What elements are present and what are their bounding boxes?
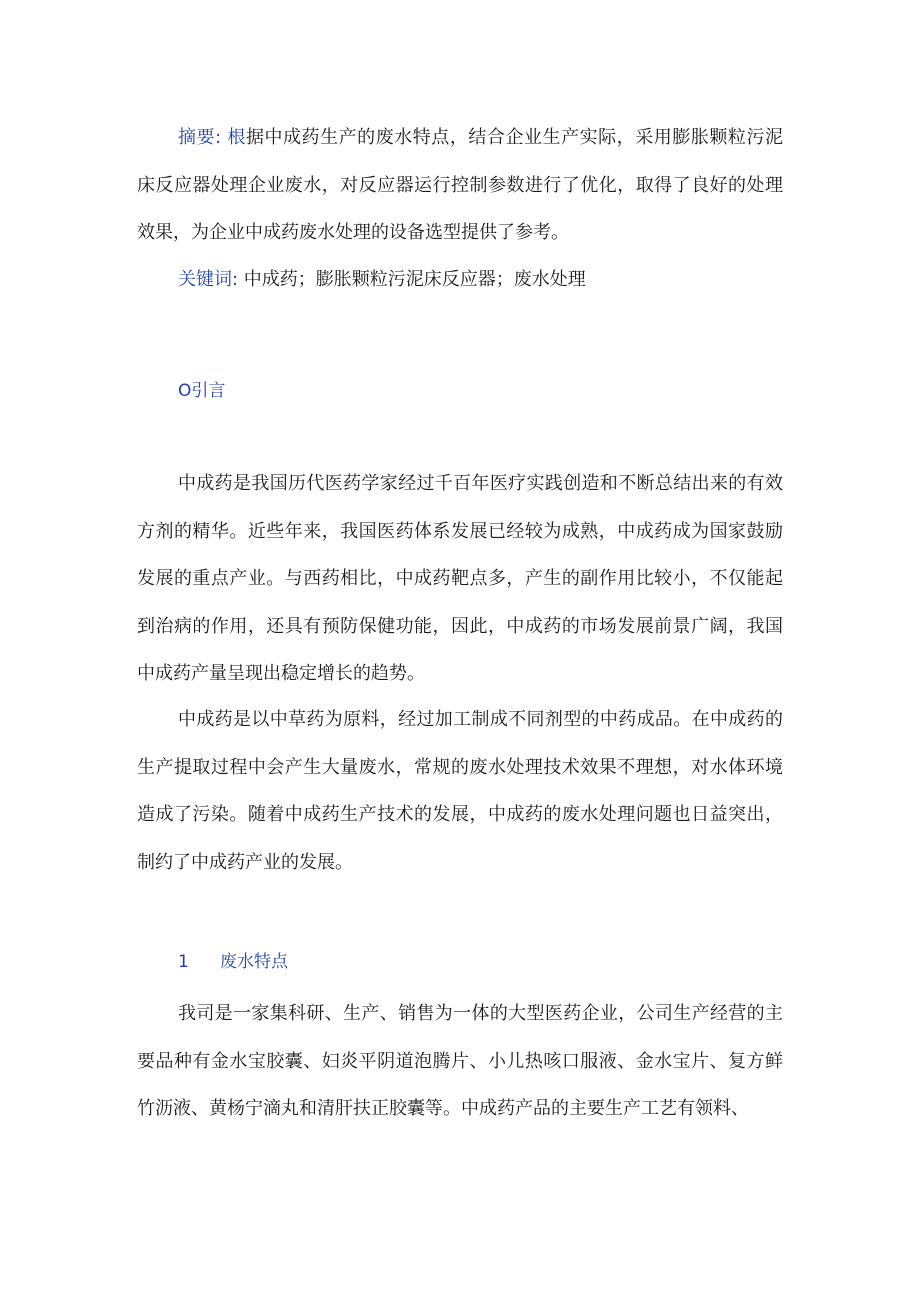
keywords-paragraph [137, 256, 783, 304]
section-1-title: 废水特点 [220, 952, 288, 972]
intro-paragraph-1: 中成药是我国历代医药学家经过千百年医疗实践创造和不断总结出来的有效方剂的精华。近些年来，我国医药体系发展已经较为成熟，中成药成为国家鼓励发展的重点产业。与西药相比，中成药靶点多，产生的副作用比较小，不仅能起到治病的作用，还具有预防保健功能，因此，中成药的市场发展前景广阔，我国中成药产量呈现出稳定增长的趋势。 [137, 473, 783, 684]
section-1-number: 1 [178, 952, 189, 972]
abstract-paragraph [137, 114, 783, 257]
abstract-label: 摘要: 根 [178, 127, 246, 148]
abstract-text: 据中成药生产的废水特点，结合企业生产实际，采用膨胀颗粒污泥床反应器处理企业废水，对反应器运行控制参数进行了优化，取得了良好的处理效果，为企业中成药废水处理的设备选型提供了参考。 [137, 127, 783, 243]
section-1-paragraph-1: 我司是一家集科研、生产、销售为一体的大型医药企业，公司生产经营的主要品种有金水宝胶囊、妇炎平阴道泡腾片、小儿热咳口服液、金水宝片、复方鲜竹沥液、黄杨宁滴丸和清肝扶正胶囊等。中成药产品的主要生产工艺有领料、 [137, 1003, 783, 1119]
keywords-label: 关键词: [178, 269, 244, 290]
section-1-heading [178, 947, 288, 972]
keywords-text: 中成药；膨胀颗粒污泥床反应器；废水处理 [243, 269, 586, 290]
intro-paragraph-2: 中成药是以中草药为原料，经过加工制成不同剂型的中药成品。在中成药的生产提取过程中会产生大量废水，常规的废水处理技术效果不理想，对水体环境造成了污染。随着中成药生产技术的发展，中成药的废水处理问题也日益突出，制约了中成药产业的发展。 [137, 709, 783, 873]
intro-heading: O引言 [178, 381, 226, 401]
